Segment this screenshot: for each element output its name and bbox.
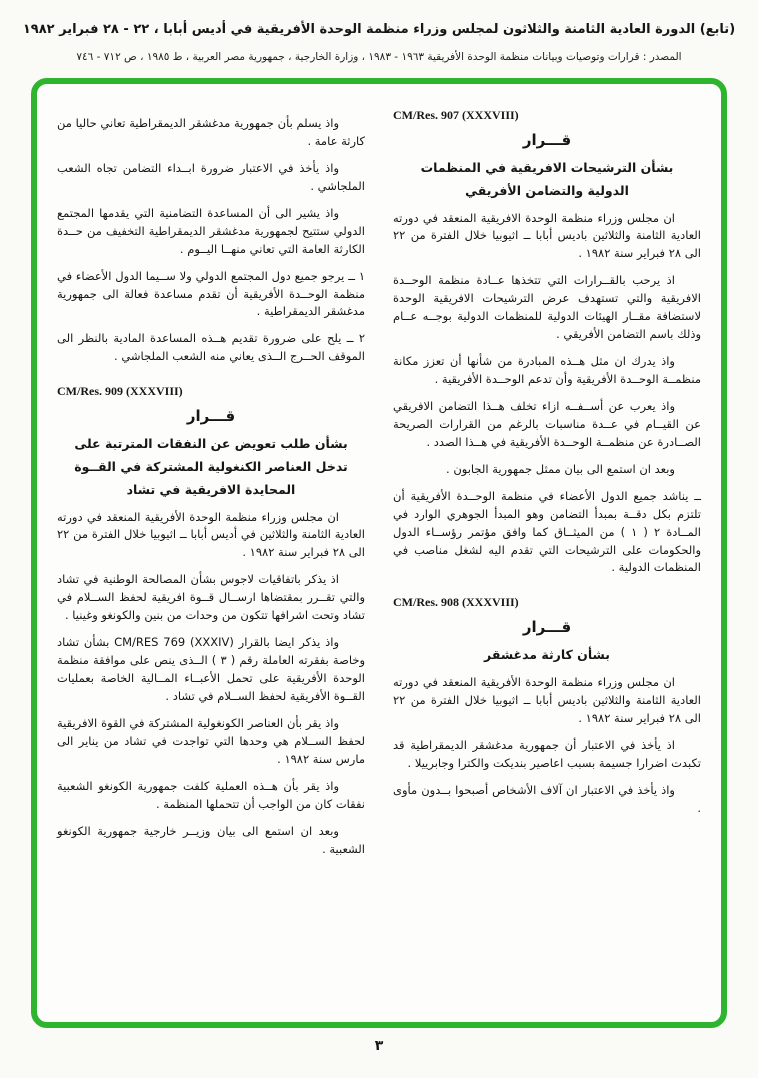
res907-heading: قـــرار xyxy=(522,131,572,149)
res907-subject-line2: الدولية والتضامن الأفريقي xyxy=(465,182,629,198)
res909-paragraph-4: واذ يقر بأن العناصر الكونغولية المشتركة في القوة الافريقية لحفظ الســلام هي وحدها التي تواجدت في تشاد من يناير الى مارس سنة ١٩٨٢ . xyxy=(57,715,365,766)
res909-code: CM/Res. 909 (XXXVIII) xyxy=(57,384,183,399)
res909-paragraph-6: وبعد ان استمع الى بيان وزيــر خارجية جمهورية الكونغو الشعبية . xyxy=(57,823,365,856)
header-session-line: (تابع) الدورة العادية الثامنة والثلاثون لمجلس وزراء منظمة الوحدة الأفريقية في أديس أبابا ، ٢٢ - ٢٨ فبراير ١٩٨٢ xyxy=(22,22,736,37)
res908-paragraph-5: واذ يأخذ في الاعتبار ضرورة ابــداء التضامن تجاه الشعب الملجاشي . xyxy=(57,160,365,193)
content-frame xyxy=(31,78,727,1028)
res907-paragraph-3: واذ يدرك ان مثل هــذه المبادرة من شأنها أن تعزز مكانة منظمــة الوحــدة الأفريقية وأن تدعم الوحــدة الأفريقية . xyxy=(393,354,701,386)
res908-paragraph-4: واذ يسلم بأن جمهورية مدغشقر الديمقراطية تعاني حاليا من كارثة عامة . xyxy=(57,116,365,148)
res908-paragraph-3: واذ يأخذ في الاعتبار ان آلاف الأشخاص أصبحوا بــدون مأوى . xyxy=(393,782,701,815)
res909-paragraph-2: اذ يذكر باتفاقيات لاجوس بشأن المصالحة الوطنية في تشاد والتي تقــرر بمقتضاها ارســال قــوة افريقية لحفظ الســلام في تشاد وتحت اشرافها تتكون من وحدات من بنين والكونغو وغينيا . xyxy=(57,572,365,623)
column-left xyxy=(57,106,365,1000)
res909-subject-line3: المحايدة الافريقية في تشاد xyxy=(126,481,296,497)
page-header xyxy=(0,0,758,63)
header-source-line: المصدر : قرارات وتوصيات وبيانات منظمة الوحدة الأفريقية ١٩٦٣ - ١٩٨٣ ، وزارة الخارجية ، جمهورية مصر العربية ، ط ١٩٨٥ ، ص ٧١٢ - ٧٤٦ xyxy=(76,51,682,63)
page-footer xyxy=(0,1028,758,1054)
res909-subject-line2: تدخل العناصر الكنغولية المشتركة في القــوة xyxy=(74,459,348,474)
res907-paragraph-2: اذ يرحب بالقــرارات التي تتخذها عــادة منظمة الوحــدة الافريقية والتي تستهدف عرض الترشيحات الافريقية الوحدة لاستضافة مقــار الهيئات الدولية للمنظمات الدولية بوجــه عــام وذلك باسم التضامن الأفريقي . xyxy=(393,273,701,342)
res909-paragraph-1: ان مجلس وزراء منظمة الوحدة الأفريقية المنعقد في دورته العادية الثامنة والثلاثين في أديس أبابا ــ اثيوبيا خلال الفترة من ٢٢ الى ٢٨ فبراير سنة ١٩٨٢ . xyxy=(57,509,365,560)
res909-subject-line1: بشأن طلب تعويض عن النفقات المترتبة على xyxy=(74,436,348,452)
column-right xyxy=(393,106,701,1000)
res907-paragraph-1: ان مجلس وزراء منظمة الوحدة الافريقية المنعقد في دورته العادية الثامنة والثلاثين باديس أبابا ــ اثيوبيا خلال الفترة من ٢٢ الى ٢٨ فبراير سنة ١٩٨٢ . xyxy=(393,210,701,261)
res908-paragraph-7: ١ ــ يرجو جميع دول المجتمع الدولي ولا ســيما الدول الأعضاء في منظمة الوحــدة الأفريقية أن تقدم مساعدة فعالة الى جمهورية مدغشقر الديمقراطية . xyxy=(57,268,365,319)
res908-paragraph-2: اذ يأخذ في الاعتبار أن جمهورية مدغشقر الديمقراطية قد تكبدت اضرارا جسيمة بسبب اعاصير بنديكت والكترا وجابرييلا . xyxy=(393,737,701,770)
res908-paragraph-1: ان مجلس وزراء منظمة الوحدة الأفريقية المنعقد في دورته العادية الثامنة والثلاثين باديس أبابا ــ اثيوبيا خلال الفترة من ٢٢ الى ٢٨ فبراير سنة ١٩٨٢ . xyxy=(393,675,701,725)
two-column-layout xyxy=(57,106,701,1000)
res909-heading: قـــرار xyxy=(186,407,236,426)
res907-paragraph-5: وبعد ان استمع الى بيان ممثل جمهورية الجابون . xyxy=(446,461,675,476)
res908-paragraph-8: ٢ ــ يلح على ضرورة تقديم هــذه المساعدة المادية بالنظر الى الموقف الحــرج الــذى يعاني منه الشعب الملجاشي . xyxy=(57,331,365,364)
res907-paragraph-6: ــ يناشد جميع الدول الأعضاء في منظمة الوحــدة الأفريقية أن تلتزم بكل دقــة بمبدأ التضامن وهو المبدأ الجوهري الوارد في المــادة ٢ ( ١ ) من الميثــاق كما وافق مؤتمر رؤســاء الدول والحكومات على الترشيحات التي تقدم اليه لشغل مناصب في المنظمات الدولية . xyxy=(393,488,701,575)
res907-code: CM/Res. 907 (XXXVIII) xyxy=(393,108,519,122)
res907-subject-line1: بشأن الترشيحات الافريقية في المنظمات xyxy=(420,160,674,175)
res908-subject: بشأن كارثة مدغشقر xyxy=(484,647,610,663)
res908-code: CM/Res. 908 (XXXVIII) xyxy=(393,595,519,610)
res908-heading: قـــرار xyxy=(522,618,572,637)
res908-paragraph-6: واذ يشير الى أن المساعدة التضامنية التي يقدمها المجتمع الدولي ستتيح لجمهورية مدغشقر الديمقراطية التخفيف من حــدة الكارثة العامة التي تعاني منهــا اليــوم . xyxy=(57,205,365,256)
res907-paragraph-4: واذ يعرب عن أســفــه ازاء تخلف هــذا التضامن الافريقي عن القيــام في عــدة مناسبات بالرغم من القرارات الصريحة الصــادرة عن منظمــة الوحــدة الأفريقية في هــذا الصدد . xyxy=(393,398,701,449)
page-number: ٣ xyxy=(374,1038,384,1054)
res909-paragraph-3: واذ يذكر ايضا بالقرار CM/RES 769 (XXXIV) بشأن تشاد وخاصة بفقرته العاملة رقم ( ٣ ) الــذى ينص على موافقة منظمة الوحدة الأفريقية على تحمل الأعبــاء المــالية الخاصة بعمليات القــوة الأفريقية لحفظ الســلام في تشاد . xyxy=(57,635,366,703)
res909-paragraph-5: واذ يقر بأن هــذه العملية كلفت جمهورية الكونغو الشعبية نفقات كان من الواجب أن تتحملها المنظمة . xyxy=(57,778,365,811)
